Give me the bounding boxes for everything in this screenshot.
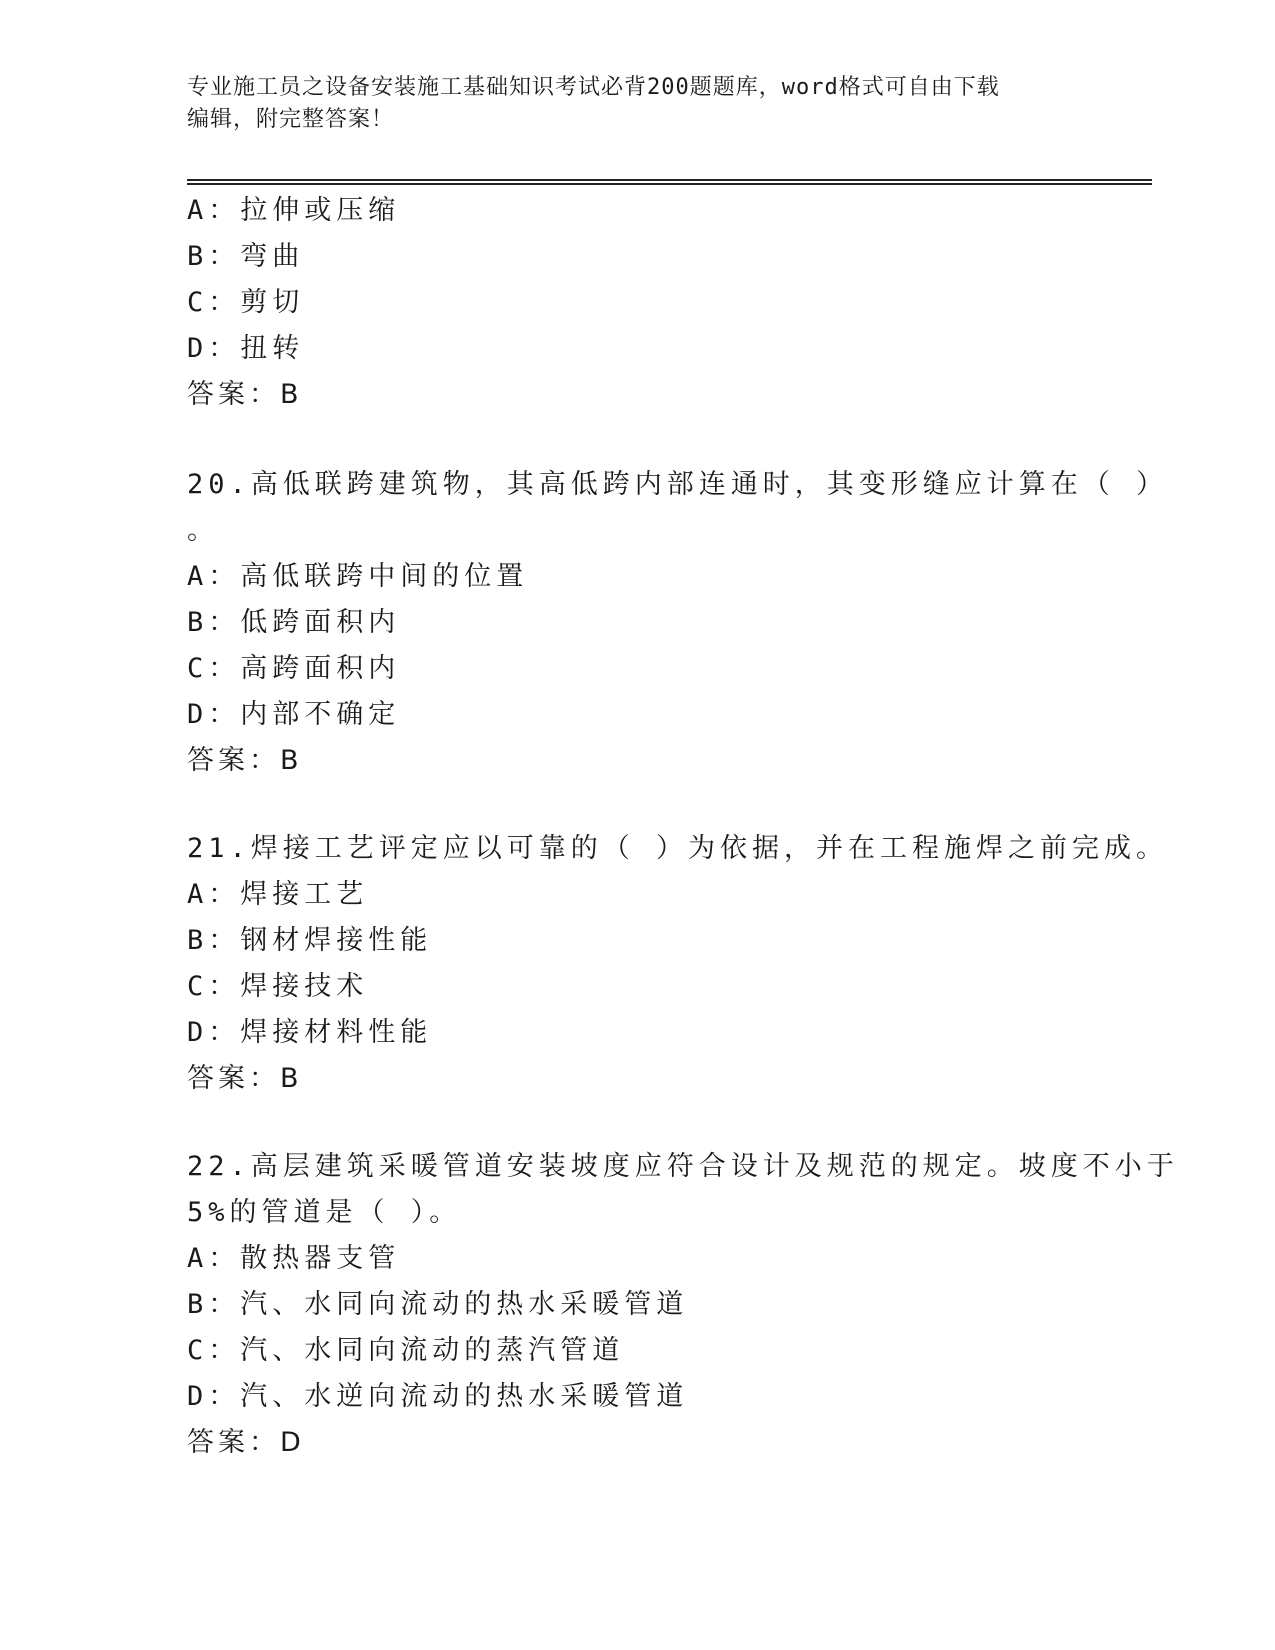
option-c: C：焊接技术	[187, 971, 369, 1002]
question-stem-line-1: 20.高低联跨建筑物，其高低跨内部连通时，其变形缝应计算在（ ）	[187, 469, 1169, 500]
answer-value: B	[280, 1063, 301, 1094]
question-20	[187, 462, 1169, 784]
header-divider-bottom	[187, 183, 1152, 185]
question-stem-line-1: 21.焊接工艺评定应以可靠的（ ）为依据，并在工程施焊之前完成。	[187, 833, 1169, 864]
question-stem-line-2: 5%的管道是（ ）。	[187, 1197, 462, 1228]
question-19-tail	[187, 188, 1087, 418]
question-21	[187, 826, 1169, 1102]
answer-value: D	[280, 1427, 303, 1458]
option-b: B：钢材焊接性能	[187, 925, 433, 956]
answer-line	[187, 1056, 1087, 1102]
header-divider-top	[187, 179, 1152, 181]
option-d: D：内部不确定	[187, 699, 401, 730]
question-stem	[187, 1144, 1179, 1236]
answer-line	[187, 372, 1087, 418]
answer-label: 答案：	[187, 1063, 280, 1094]
question-22	[187, 1144, 1179, 1466]
question-stem-line-1: 22.高层建筑采暖管道安装坡度应符合设计及规范的规定。坡度不小于	[187, 1151, 1179, 1182]
answer-value: B	[280, 745, 301, 776]
option-b: B：弯曲	[187, 241, 305, 272]
option-c: C：剪切	[187, 287, 305, 318]
option-d: D：扭转	[187, 333, 305, 364]
answer-label: 答案：	[187, 1427, 280, 1458]
spacer	[187, 784, 1087, 826]
answer-label: 答案：	[187, 379, 280, 410]
question-stem	[187, 826, 1169, 872]
option-c: C：高跨面积内	[187, 653, 401, 684]
option-d: D：焊接材料性能	[187, 1017, 433, 1048]
answer-line	[187, 1420, 1087, 1466]
question-stem	[187, 462, 1169, 554]
header-line-1: 专业施工员之设备安装施工基础知识考试必背200题题库，word格式可自由下载	[187, 75, 1000, 100]
option-a: A：高低联跨中间的位置	[187, 561, 529, 592]
spacer	[187, 1102, 1087, 1144]
option-a: A：拉伸或压缩	[187, 195, 401, 226]
option-d: D：汽、水逆向流动的热水采暖管道	[187, 1381, 689, 1412]
spacer	[187, 418, 1087, 462]
option-b: B：汽、水同向流动的热水采暖管道	[187, 1289, 689, 1320]
option-b: B：低跨面积内	[187, 607, 401, 638]
answer-line	[187, 738, 1087, 784]
header-line-2: 编辑，附完整答案！	[187, 107, 395, 132]
document-header	[187, 72, 1087, 136]
answer-value: B	[280, 379, 301, 410]
option-a: A：焊接工艺	[187, 879, 369, 910]
question-stem-line-2: 。	[187, 515, 219, 546]
option-c: C：汽、水同向流动的蒸汽管道	[187, 1335, 625, 1366]
answer-label: 答案：	[187, 745, 280, 776]
question-list	[187, 188, 1179, 1466]
option-a: A：散热器支管	[187, 1243, 401, 1274]
